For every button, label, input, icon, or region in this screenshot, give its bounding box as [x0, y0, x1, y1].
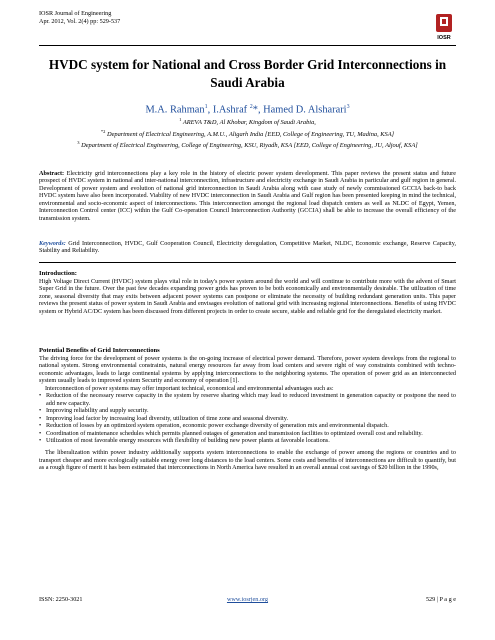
affiliations: [50, 116, 445, 151]
author-3-sup: 3: [346, 104, 350, 110]
iosr-logo: [432, 12, 456, 42]
benefits-para-2: Interconnection of power systems may offer important technical, economical and environmental advantages such as:: [45, 384, 334, 392]
affiliation-1-text: AREVA T&D, Al Khobar, Kingdom of Saudi Arabia,: [182, 119, 316, 127]
author-2: I.Ashraf: [212, 104, 248, 116]
footer-url-link[interactable]: www.iosrjen.org: [226, 596, 269, 603]
intro-text: High Voltage Direct Current (HVDC) system plays vital role in today's power system around the world and will continue to contribute more with the advent of Smart Super Grid in the future. Over the past few decades expanding power grids has proven to be both economically and environmentally desirable. The utilization of time zone, seasonal diversity that may exits between adjacent power systems can postpone or eliminate the necessity of building redundant generation units. This paper reviews the present status of power system in Saudi Arabia and envisages evolution of national grid with increasing regional interconnections. Benefits of using HVDC system or Hybrid AC/DC system has been discussed from different projects in order to create secure, stable and reliable grid for the deregulated electricity market.: [39, 278, 456, 315]
section-rule: [39, 262, 456, 263]
keywords-label: Keywords:: [39, 240, 66, 247]
benefits-para-3: The liberalization within power industry additionally supports system interconnections to enable the exchange of power among the regions or countries and to transport cheaper and more ecologically suitable energy over long distances to the load centers. Some costs and benefits of interconnections are difficult to quantify, but as a rough figure of merit it has been estimated that interconnections in North America have resulted in an overall annual cost savings of $20 billion in the 1990s,: [39, 449, 456, 472]
affiliation-1: [50, 116, 445, 128]
affiliation-3: [50, 139, 445, 151]
keywords: [39, 240, 456, 255]
intro-heading: Introduction:: [39, 270, 77, 277]
affiliation-2-sup: *2: [100, 128, 106, 134]
journal-issue: Apr. 2012, Vol. 2(4) pp: 529-537: [39, 18, 121, 25]
author-line: M.A. Rahman$^1$, I.Ashraf $^2$*, Hamed D. Alsharari$^3$: [145, 104, 350, 116]
footer-issn: ISSN: 2250-3021: [39, 596, 83, 603]
benefit-item: • Improving load factor by increasing load diversity, utilization of time zone and seasonal diversity.: [39, 415, 456, 422]
affiliation-1-sup: 1: [179, 117, 182, 122]
header-rule: [39, 45, 456, 46]
abstract-text: Electricity grid interconnections play a key role in the history of electric power system development. This paper reviews the present status and future prospect of HVDC system in national and inter-national interconnection, infrastructure and electricity exchange in Saudi Arabia in particular and gulf region in general. Development of power system and evolution of national grid interconnection in Saudi Arabia along with case study of newly commissioned GCCIA back-to back HVDC system have also been incorporated. Viability of new HVDC interconnection in Saudi Arabia and Gulf region has been presented keeping in mind the technical, environmental and socio-economic aspect of interconnections. This interconnection amongst the regional load dispatch centers as well as NLDC of Egypt, Yemen, Interconnection Control center (ICC) within the Gulf Co-operation Council Interconnection Authority (GCCIA) shall be able to increase the overall efficiency of the transmission system.: [39, 170, 456, 222]
journal-name: IOSR Journal of Engineering: [39, 10, 112, 17]
benefits-heading: Potential Benefits of Grid Interconnections: [39, 347, 160, 354]
affiliation-2: [50, 128, 445, 140]
benefits-para-1: The driving force for the development of power systems is the on-going increase of electrical power demand. Therefore, power system develops from the regional to national system. Strong environmental constraints, natural energy resources far away from load centers and severe right of way constraints combined with techno-economic advantages, leads to large continental systems by applying interconnections to the neighboring systems. The operation of power grid as an interconnected system usually leads to improved system Security and economy of operation [1].: [39, 355, 456, 385]
paper-title: HVDC system for National and Cross Border Grid Interconnections in Saudi Arabia: [48, 57, 447, 90]
keywords-text: Grid Interconnection, HVDC, Gulf Cooperation Council, Electricity deregulation, Competitive Market, NLDC, Economic exchange, Reserve Capacity, Stability and Reliability.: [39, 240, 457, 255]
author-1: M.A. Rahman: [145, 104, 205, 116]
benefits-list: [39, 392, 456, 444]
author-2-sup: 2: [249, 104, 253, 110]
benefits-section: [39, 355, 456, 472]
journal-header: [39, 10, 120, 26]
abstract: [39, 170, 456, 222]
benefit-item: • Coordination of maintenance schedules which permits planned outages of generation and transmission facilities to optimized overall cost and reliability.: [39, 430, 456, 437]
affiliation-2-text: Department of Electrical Engineering, A.M.U., Aligarh India [EED, College of Engineering, TU, Madina, KSA]: [106, 130, 395, 138]
corresponding-mark: *: [252, 104, 258, 116]
benefit-item: • Utilization of most favorable energy resources with flexibility of building new power plants at favorable locations.: [39, 437, 456, 444]
benefit-item: • Reduction of the necessary reserve capacity in the system by reserve sharing which may lead to reduced investment in generation capacity or postpone the need to add new capacity.: [39, 392, 456, 407]
benefit-item: • Improving reliability and supply security.: [39, 407, 456, 414]
author-1-sup: 1: [204, 104, 208, 110]
footer-page-number: 529 | P a g e: [425, 596, 456, 603]
affiliation-3-sup: 3: [77, 140, 80, 146]
author-3: Hamed D. Alsharari: [263, 104, 347, 116]
benefit-item: • Reduction of losses by an optimized system operation, economic power exchange diversity of generation mix and environmental dispatch.: [39, 422, 456, 429]
affiliation-3-text: Department of Electrical Engineering, College of Engineering, KSU, Riyadh, KSA [EED, College of Engineering, JU, Aljouf, KSA]: [81, 142, 418, 150]
logo-text: IOSR: [437, 35, 451, 41]
abstract-label: Abstract:: [39, 170, 65, 177]
